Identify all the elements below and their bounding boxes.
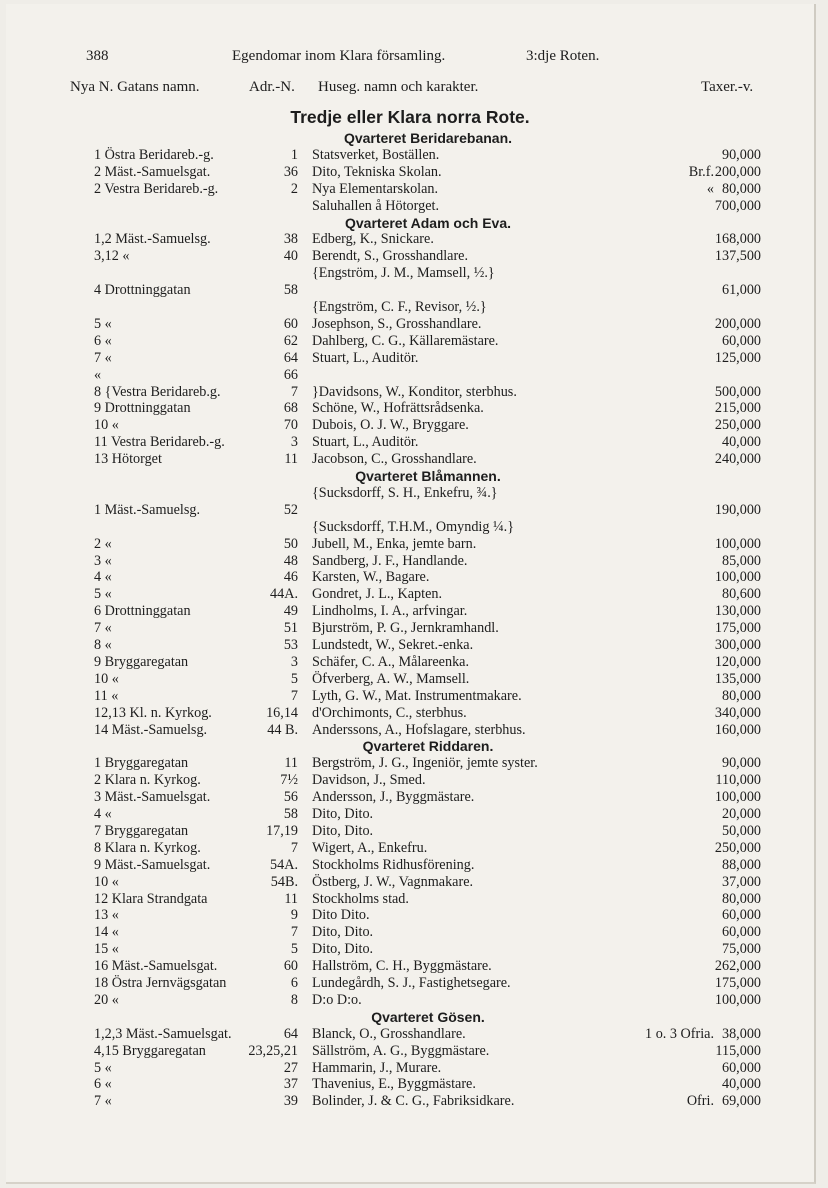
tax-value: 340,000 bbox=[714, 704, 761, 721]
block-heading bbox=[6, 468, 814, 485]
house-number: 11 bbox=[284, 890, 298, 907]
table-row bbox=[6, 941, 814, 958]
table-row bbox=[6, 164, 814, 181]
table-row bbox=[6, 333, 814, 350]
house-number: 11 bbox=[284, 755, 298, 772]
table-row bbox=[6, 1043, 814, 1060]
street-address: 5 « bbox=[94, 586, 112, 603]
table-row bbox=[6, 654, 814, 671]
tax-value: 40,000 bbox=[721, 1076, 761, 1093]
table-row bbox=[6, 958, 814, 975]
tax-value: 80,000 bbox=[721, 687, 761, 704]
tax-value: 200,000 bbox=[714, 163, 761, 180]
owner-name: Dito, Dito. bbox=[312, 924, 374, 941]
street-address: 4 « bbox=[94, 806, 112, 822]
house-number: 58 bbox=[283, 282, 298, 299]
table-row bbox=[6, 519, 814, 536]
tax-value: 190,000 bbox=[714, 501, 761, 518]
tax-value: 60,000 bbox=[721, 1059, 761, 1076]
tax-value: 100,000 bbox=[714, 535, 761, 552]
street-address: 4,15 Bryggaregatan bbox=[94, 1042, 206, 1059]
owner-name: Blanck, O., Grosshandlare. bbox=[312, 1025, 466, 1042]
street-address: 8 Klara n. Kyrkog. bbox=[94, 839, 201, 856]
house-number: 60 bbox=[283, 315, 298, 332]
table-row bbox=[6, 1026, 814, 1043]
street-address: 6 « bbox=[94, 1076, 112, 1093]
block-heading-label: Qvarteret Gösen. bbox=[371, 1008, 485, 1025]
house-number: 11 bbox=[284, 451, 298, 468]
table-row bbox=[6, 840, 814, 857]
owner-name: Stockholms Ridhusförening. bbox=[312, 856, 475, 873]
table-row bbox=[6, 891, 814, 908]
owner-name: Hammarin, J., Murare. bbox=[312, 1059, 442, 1076]
table-row bbox=[6, 1076, 814, 1093]
street-address: 1,2 Mäst.-Samuelsg. bbox=[94, 231, 211, 248]
house-number: 23,25,21 bbox=[248, 1042, 298, 1059]
owner-name: Gondret, J. L., Kapten. bbox=[312, 586, 443, 603]
owner-name: Stockholms stad. bbox=[312, 890, 409, 907]
house-number: 54A. bbox=[270, 856, 298, 873]
owner-name: Schöne, W., Hofrättsrådsenka. bbox=[312, 400, 484, 417]
running-title: Egendomar inom Klara församling. bbox=[232, 48, 446, 64]
house-number: 62 bbox=[283, 332, 298, 349]
house-number: 48 bbox=[283, 552, 298, 569]
tax-value: 215,000 bbox=[714, 400, 761, 417]
house-number: 2 bbox=[290, 180, 298, 197]
owner-name: Lyth, G. W., Mat. Instrumentmakare. bbox=[312, 687, 522, 704]
house-number: 3 bbox=[290, 434, 298, 451]
house-number: 9 bbox=[290, 907, 298, 924]
tax-value: 168,000 bbox=[714, 231, 761, 248]
tax-value: 250,000 bbox=[714, 839, 761, 856]
street-address: 5 « bbox=[94, 315, 112, 332]
block-heading-label: Qvarteret Adam och Eva. bbox=[345, 214, 511, 231]
street-address: 8 {Vestra Beridareb.g. bbox=[94, 383, 221, 400]
table-row bbox=[6, 181, 814, 198]
house-number: 7½ bbox=[280, 772, 298, 789]
street-address: 2 Mäst.-Samuelsgat. bbox=[94, 163, 211, 180]
block-heading bbox=[6, 215, 814, 232]
table-row bbox=[6, 316, 814, 333]
house-number: 3 bbox=[290, 653, 298, 670]
street-address: 14 « bbox=[94, 924, 119, 941]
column-header-street: Nya N. Gatans namn. bbox=[70, 79, 200, 95]
block-heading-label: Qvarteret Riddaren. bbox=[362, 738, 494, 755]
owner-name: Bjurström, P. G., Jernkramhandl. bbox=[312, 620, 499, 637]
table-row bbox=[6, 502, 814, 519]
house-number: 64 bbox=[283, 349, 298, 366]
street-address: 6 « bbox=[94, 332, 112, 349]
owner-name: {Engström, C. F., Revisor, ½.} bbox=[312, 299, 487, 315]
street-address: 2 Klara n. Kyrkog. bbox=[94, 772, 201, 789]
street-address: 4 Drottninggatan bbox=[94, 282, 191, 299]
street-address: 3 « bbox=[94, 552, 112, 569]
column-header-address-number: Adr.-N. bbox=[249, 79, 295, 95]
street-address: « bbox=[94, 366, 102, 383]
tax-value: 160,000 bbox=[714, 721, 761, 738]
block-heading bbox=[6, 130, 814, 147]
table-row bbox=[6, 417, 814, 434]
table-row bbox=[6, 992, 814, 1009]
owner-name: Thavenius, E., Byggmästare. bbox=[312, 1076, 476, 1093]
table-row bbox=[6, 367, 814, 384]
tax-value: 100,000 bbox=[714, 991, 761, 1008]
table-row bbox=[6, 553, 814, 570]
owner-name: Öfverberg, A. W., Mamsell. bbox=[312, 670, 470, 687]
owner-name: Sandberg, J. F., Handlande. bbox=[312, 552, 468, 569]
block-heading bbox=[6, 738, 814, 755]
owner-name: Nya Elementarskolan. bbox=[312, 180, 439, 197]
owner-name: Saluhallen å Hötorget. bbox=[312, 197, 440, 214]
owner-name: Sällström, A. G., Byggmästare. bbox=[312, 1042, 490, 1059]
street-address: 1 Bryggaregatan bbox=[94, 755, 189, 772]
owner-name: Lundegårdh, S. J., Fastighetsegare. bbox=[312, 975, 511, 991]
owner-name: Dito, Tekniska Skolan. bbox=[312, 163, 442, 180]
district-title: Tredje eller Klara norra Rote. bbox=[290, 107, 530, 127]
owner-name: Dito, Dito. bbox=[312, 941, 374, 958]
table-row bbox=[6, 806, 814, 823]
street-address: 8 « bbox=[94, 637, 112, 653]
street-address: 4 « bbox=[94, 569, 112, 586]
owner-name: Andersson, J., Byggmästare. bbox=[312, 789, 475, 806]
table-row bbox=[6, 434, 814, 451]
street-address: 12,13 Kl. n. Kyrkog. bbox=[94, 704, 212, 721]
street-address: 18 Östra Jernvägsgatan bbox=[94, 975, 227, 991]
table-row bbox=[6, 198, 814, 215]
house-number: 40 bbox=[283, 248, 298, 265]
table-row bbox=[6, 924, 814, 941]
owner-name: }Davidsons, W., Konditor, sterbhus. bbox=[312, 383, 517, 400]
tax-value: 80,600 bbox=[721, 586, 761, 603]
house-number: 39 bbox=[283, 1093, 298, 1110]
house-number: 66 bbox=[283, 366, 298, 383]
tax-value: 125,000 bbox=[714, 349, 761, 366]
street-address: 10 « bbox=[94, 873, 119, 890]
tax-value: 100,000 bbox=[714, 789, 761, 806]
tax-value: 175,000 bbox=[714, 620, 761, 637]
owner-name: Hallström, C. H., Byggmästare. bbox=[312, 958, 492, 975]
tax-value: 60,000 bbox=[721, 907, 761, 924]
house-number: 37 bbox=[283, 1076, 298, 1093]
street-address: 7 Bryggaregatan bbox=[94, 822, 189, 839]
street-address: 2 « bbox=[94, 535, 112, 552]
house-number: 54B. bbox=[270, 873, 298, 890]
street-address: 14 Mäst.-Samuelsg. bbox=[94, 721, 208, 738]
house-number: 38 bbox=[283, 231, 298, 248]
table-row bbox=[6, 536, 814, 553]
tax-value: 50,000 bbox=[721, 822, 761, 839]
owner-name: Berendt, S., Grosshandlare. bbox=[312, 248, 469, 265]
street-address: 3,12 « bbox=[94, 248, 130, 265]
owner-name: Karsten, W., Bagare. bbox=[312, 569, 430, 586]
tax-remark: Ofri. bbox=[686, 1093, 714, 1110]
street-address: 1,2,3 Mäst.-Samuelsgat. bbox=[94, 1025, 232, 1042]
tax-value: 60,000 bbox=[721, 332, 761, 349]
tax-value: 120,000 bbox=[714, 653, 761, 670]
owner-name: Dito, Dito. bbox=[312, 822, 374, 839]
street-address: 11 Vestra Beridareb.-g. bbox=[94, 434, 225, 451]
house-number: 56 bbox=[283, 789, 298, 806]
tax-value: 38,000 bbox=[721, 1025, 761, 1042]
table-row bbox=[6, 248, 814, 265]
house-number: 70 bbox=[283, 417, 298, 434]
tax-value: 130,000 bbox=[714, 603, 761, 620]
house-number: 52 bbox=[283, 501, 298, 518]
street-address: 6 Drottninggatan bbox=[94, 603, 191, 620]
owner-name: {Sucksdorff, T.H.M., Omyndig ¼.} bbox=[312, 518, 514, 535]
house-number: 68 bbox=[283, 400, 298, 417]
table-row bbox=[6, 586, 814, 603]
owner-name: Dito Dito. bbox=[312, 907, 370, 924]
tax-remark: Br.f. bbox=[688, 163, 714, 180]
owner-name: Jacobson, C., Grosshandlare. bbox=[312, 451, 477, 468]
owner-name: {Engström, J. M., Mamsell, ½.} bbox=[312, 265, 495, 282]
table-row bbox=[6, 874, 814, 891]
street-address: 5 « bbox=[94, 1059, 112, 1076]
house-number: 50 bbox=[283, 535, 298, 552]
owner-name: Östberg, J. W., Vagnmakare. bbox=[312, 873, 474, 890]
owner-name: Dahlberg, C. G., Källaremästare. bbox=[312, 332, 499, 349]
tax-value: 100,000 bbox=[714, 569, 761, 586]
table-row bbox=[6, 823, 814, 840]
tax-value: 262,000 bbox=[714, 958, 761, 975]
table-row bbox=[6, 299, 814, 316]
column-header-owner: Huseg. namn och karakter. bbox=[318, 79, 479, 95]
street-address: 7 « bbox=[94, 349, 112, 366]
table-row bbox=[6, 755, 814, 772]
house-number: 8 bbox=[290, 991, 298, 1008]
tax-value: 137,500 bbox=[714, 248, 761, 265]
table-row bbox=[6, 569, 814, 586]
owner-name: Stuart, L., Auditör. bbox=[312, 349, 419, 366]
roll-label: 3:dje Roten. bbox=[526, 48, 600, 64]
house-number: 51 bbox=[283, 620, 298, 637]
owner-name: Jubell, M., Enka, jemte barn. bbox=[312, 535, 477, 552]
house-number: 7 bbox=[290, 839, 298, 856]
table-row bbox=[6, 451, 814, 468]
table-row bbox=[6, 282, 814, 299]
property-list bbox=[6, 4, 814, 1182]
street-address: 7 « bbox=[94, 1093, 112, 1110]
tax-value: 240,000 bbox=[714, 451, 761, 468]
house-number: 44 B. bbox=[267, 721, 298, 738]
owner-name: Statsverket, Boställen. bbox=[312, 146, 440, 163]
table-row bbox=[6, 147, 814, 164]
table-row bbox=[6, 350, 814, 367]
owner-name: Davidson, J., Smed. bbox=[312, 772, 426, 789]
tax-value: 75,000 bbox=[721, 941, 761, 958]
owner-name: {Sucksdorff, S. H., Enkefru, ¾.} bbox=[312, 484, 498, 501]
house-number: 7 bbox=[290, 687, 298, 704]
owner-name: Schäfer, C. A., Målareenka. bbox=[312, 653, 470, 670]
house-number: 5 bbox=[290, 670, 298, 687]
tax-value: 115,000 bbox=[715, 1042, 761, 1059]
street-address: 1 Östra Beridareb.-g. bbox=[94, 146, 214, 163]
street-address: 9 Bryggaregatan bbox=[94, 653, 189, 670]
street-address: 15 « bbox=[94, 941, 119, 958]
house-number: 5 bbox=[290, 941, 298, 958]
street-address: 7 « bbox=[94, 620, 112, 637]
table-row bbox=[6, 384, 814, 401]
tax-value: 300,000 bbox=[714, 637, 761, 653]
block-heading-label: Qvarteret Beridarebanan. bbox=[343, 130, 513, 146]
street-address: 20 « bbox=[94, 991, 119, 1008]
tax-remark: « bbox=[706, 180, 714, 197]
table-row bbox=[6, 620, 814, 637]
house-number: 1 bbox=[290, 146, 298, 163]
tax-value: 37,000 bbox=[721, 873, 761, 890]
table-row bbox=[6, 772, 814, 789]
owner-name: Edberg, K., Snickare. bbox=[312, 231, 434, 248]
house-number: 46 bbox=[283, 569, 298, 586]
table-row bbox=[6, 671, 814, 688]
owner-name: Lindholms, I. A., arfvingar. bbox=[312, 603, 468, 620]
tax-value: 200,000 bbox=[714, 315, 761, 332]
street-address: 3 Mäst.-Samuelsgat. bbox=[94, 789, 211, 806]
owner-name: Lundstedt, W., Sekret.-enka. bbox=[312, 637, 474, 653]
street-address: 9 Mäst.-Samuelsgat. bbox=[94, 856, 211, 873]
street-address: 13 « bbox=[94, 907, 119, 924]
house-number: 53 bbox=[283, 637, 298, 653]
page-number: 388 bbox=[86, 48, 109, 64]
house-number: 44A. bbox=[270, 586, 298, 603]
owner-name: Wigert, A., Enkefru. bbox=[312, 839, 428, 856]
street-address: 2 Vestra Beridareb.-g. bbox=[94, 180, 219, 197]
ledger-page bbox=[6, 4, 816, 1184]
owner-name: Anderssons, A., Hofslagare, sterbhus. bbox=[312, 721, 526, 738]
table-row bbox=[6, 907, 814, 924]
tax-value: 110,000 bbox=[715, 772, 761, 789]
tax-value: 85,000 bbox=[721, 552, 761, 569]
tax-value: 60,000 bbox=[721, 924, 761, 941]
tax-value: 700,000 bbox=[714, 197, 761, 214]
tax-value: 80,000 bbox=[721, 890, 761, 907]
block-heading bbox=[6, 1009, 814, 1026]
house-number: 58 bbox=[283, 806, 298, 822]
street-address: 9 Drottninggatan bbox=[94, 400, 191, 417]
owner-name: d'Orchimonts, C., sterbhus. bbox=[312, 704, 467, 721]
house-number: 7 bbox=[290, 924, 298, 941]
owner-name: Bolinder, J. & C. G., Fabriksidkare. bbox=[312, 1093, 515, 1110]
tax-value: 69,000 bbox=[721, 1093, 761, 1110]
column-header-tax: Taxer.-v. bbox=[701, 79, 754, 95]
tax-value: 250,000 bbox=[714, 417, 761, 434]
tax-value: 88,000 bbox=[721, 856, 761, 873]
owner-name: Josephson, S., Grosshandlare. bbox=[312, 315, 482, 332]
street-address: 16 Mäst.-Samuelsgat. bbox=[94, 958, 218, 975]
tax-value: 40,000 bbox=[721, 434, 761, 451]
table-row bbox=[6, 603, 814, 620]
table-row bbox=[6, 975, 814, 992]
table-row bbox=[6, 231, 814, 248]
table-row bbox=[6, 485, 814, 502]
house-number: 64 bbox=[283, 1025, 298, 1042]
tax-value: 20,000 bbox=[721, 806, 761, 822]
owner-name: Bergström, J. G., Ingeniör, jemte syster. bbox=[312, 755, 538, 772]
house-number: 60 bbox=[283, 958, 298, 975]
tax-value: 500,000 bbox=[714, 383, 761, 400]
table-row bbox=[6, 1093, 814, 1110]
street-address: 10 « bbox=[94, 417, 119, 434]
tax-value: 90,000 bbox=[721, 755, 761, 772]
owner-name: D:o D:o. bbox=[312, 991, 362, 1008]
house-number: 6 bbox=[290, 975, 298, 991]
table-row bbox=[6, 1060, 814, 1077]
table-row bbox=[6, 400, 814, 417]
house-number: 49 bbox=[283, 603, 298, 620]
owner-name: Stuart, L., Auditör. bbox=[312, 434, 419, 451]
owner-name: Dubois, O. J. W., Bryggare. bbox=[312, 417, 469, 434]
house-number: 27 bbox=[283, 1059, 298, 1076]
table-row bbox=[6, 789, 814, 806]
tax-value: 135,000 bbox=[714, 670, 761, 687]
house-number: 16,14 bbox=[266, 704, 298, 721]
table-row bbox=[6, 265, 814, 282]
table-row bbox=[6, 722, 814, 739]
owner-name: Dito, Dito. bbox=[312, 806, 374, 822]
table-row bbox=[6, 705, 814, 722]
tax-value: 80,000 bbox=[721, 180, 761, 197]
tax-remark: 1 o. 3 Ofria. bbox=[645, 1025, 714, 1042]
table-row bbox=[6, 688, 814, 705]
street-address: 12 Klara Strandgata bbox=[94, 890, 208, 907]
tax-value: 175,000 bbox=[714, 975, 761, 991]
street-address: 11 « bbox=[94, 687, 119, 704]
street-address: 1 Mäst.-Samuelsg. bbox=[94, 501, 201, 518]
table-row bbox=[6, 857, 814, 874]
house-number: 7 bbox=[290, 383, 298, 400]
house-number: 36 bbox=[283, 163, 298, 180]
tax-value: 90,000 bbox=[721, 146, 761, 163]
block-heading-label: Qvarteret Blåmannen. bbox=[355, 468, 501, 484]
tax-value: 61,000 bbox=[721, 282, 761, 299]
street-address: 10 « bbox=[94, 670, 119, 687]
table-row bbox=[6, 637, 814, 654]
house-number: 17,19 bbox=[266, 822, 298, 839]
street-address: 13 Hötorget bbox=[94, 451, 162, 468]
